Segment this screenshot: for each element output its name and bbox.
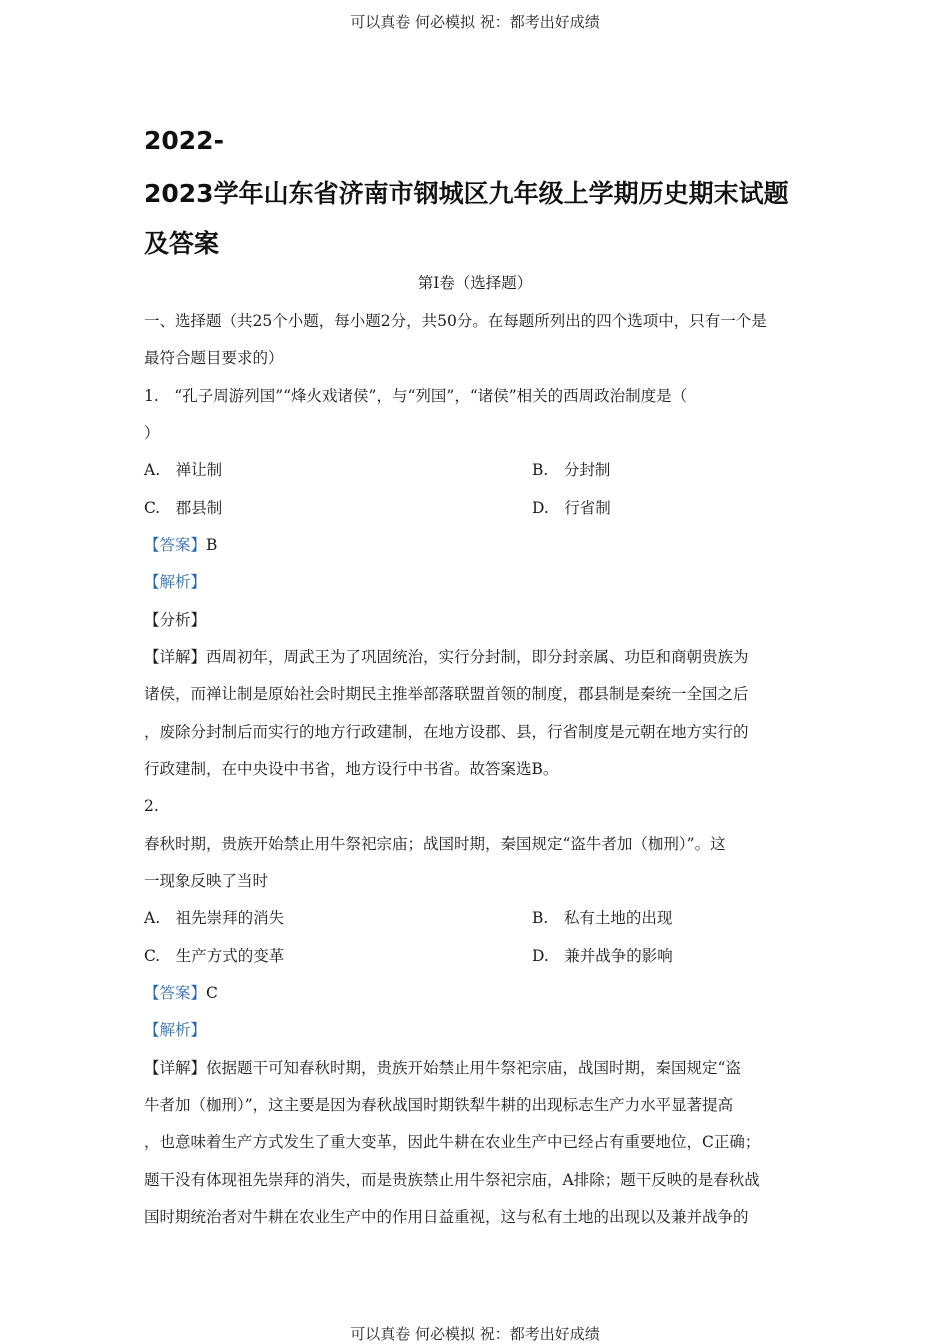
title-line-2: 2023学年山东省济南市钢城区九年级上学期历史期末试题 xyxy=(144,179,789,208)
q1-analysis-tag: 【解析】 xyxy=(144,573,207,591)
q2-option-b: B. 私有土地的出现 xyxy=(532,909,673,927)
q2-analysis-tag: 【解析】 xyxy=(144,1021,207,1039)
q1-detail-line-1 xyxy=(144,647,814,667)
q1-option-c: C. 郡县制 xyxy=(144,499,223,517)
section-instruction-line-2: 最符合题目要求的） xyxy=(144,349,284,367)
q2-answer-value: C xyxy=(206,984,218,1002)
q2-option-a: A. 祖先崇拜的消失 xyxy=(144,909,285,927)
q2-detail-line-1 xyxy=(144,1058,814,1078)
q2-stem-line-1: 春秋时期，贵族开始禁止用牛祭祀宗庙；战国时期，秦国规定“盗牛者加（枷刑）”。这 xyxy=(144,835,726,853)
page-footer: 可以真卷 何必模拟 祝：都考出好成绩 xyxy=(350,1325,600,1343)
q1-detail-line-3: ，废除分封制后而实行的地方行政建制，在地方设郡、县，行省制度是元朝在地方实行的 xyxy=(144,723,749,741)
q1-detail-text-1: 西周初年，周武王为了巩固统治，实行分封制，即分封亲属、功臣和商朝贵族为 xyxy=(206,648,749,666)
q2-detail-line-3: ，也意味着生产方式发生了重大变革，因此牛耕在农业生产中已经占有重要地位，C正确； xyxy=(144,1133,761,1151)
q2-number: 2. xyxy=(144,797,159,815)
q1-detail-tag: 【详解】 xyxy=(144,648,207,666)
q1-option-b: B. 分封制 xyxy=(532,461,611,479)
q2-detail-text-1: 依据题干可知春秋时期，贵族开始禁止用牛祭祀宗庙，战国时期，秦国规定“盗 xyxy=(206,1059,741,1077)
q1-answer-value: B xyxy=(206,536,218,554)
title-line-3: 及答案 xyxy=(144,229,220,258)
q1-option-a: A. 禅让制 xyxy=(144,461,223,479)
q1-option-d: D. 行省制 xyxy=(532,499,611,517)
section-instruction-line-1: 一、选择题（共25个小题，每小题2分，共50分。在每题所列出的四个选项中，只有一个是 xyxy=(144,312,767,330)
title-line-1: 2022- xyxy=(144,126,224,155)
q2-detail-line-2: 牛者加（枷刑）”，这主要是因为春秋战国时期铁犁牛耕的出现标志生产力水平显著提高 xyxy=(144,1096,734,1114)
q2-option-c: C. 生产方式的变革 xyxy=(144,947,285,965)
q1-detail-line-4: 行政建制，在中央设中书省，地方设行中书省。故答案选B。 xyxy=(144,760,559,778)
volume-label: 第I卷（选择题） xyxy=(417,274,533,292)
q1-detail-line-2: 诸侯，而禅让制是原始社会时期民主推举部落联盟首领的制度，郡县制是秦统一全国之后 xyxy=(144,685,749,703)
q1-answer-tag: 【答案】 xyxy=(144,536,207,554)
q2-detail-tag: 【详解】 xyxy=(144,1059,207,1077)
q2-stem-line-2: 一现象反映了当时 xyxy=(144,872,269,890)
q1-answer xyxy=(144,535,814,555)
q2-answer xyxy=(144,983,814,1003)
q1-stem-line-1: 1. “孔子周游列国”“烽火戏诸侯”，与“列国”，“诸侯”相关的西周政治制度是（ xyxy=(144,387,688,405)
q2-detail-line-4: 题干没有体现祖先崇拜的消失，而是贵族禁止用牛祭祀宗庙，A排除；题干反映的是春秋战 xyxy=(144,1171,760,1189)
page-header: 可以真卷 何必模拟 祝：都考出好成绩 xyxy=(350,13,600,31)
q2-option-d: D. 兼并战争的影响 xyxy=(532,947,673,965)
q1-fenxi-tag: 【分析】 xyxy=(144,611,207,629)
q1-stem-line-2: ） xyxy=(144,424,160,442)
q2-detail-line-5: 国时期统治者对牛耕在农业生产中的作用日益重视，这与私有土地的出现以及兼并战争的 xyxy=(144,1208,749,1226)
q2-answer-tag: 【答案】 xyxy=(144,984,207,1002)
